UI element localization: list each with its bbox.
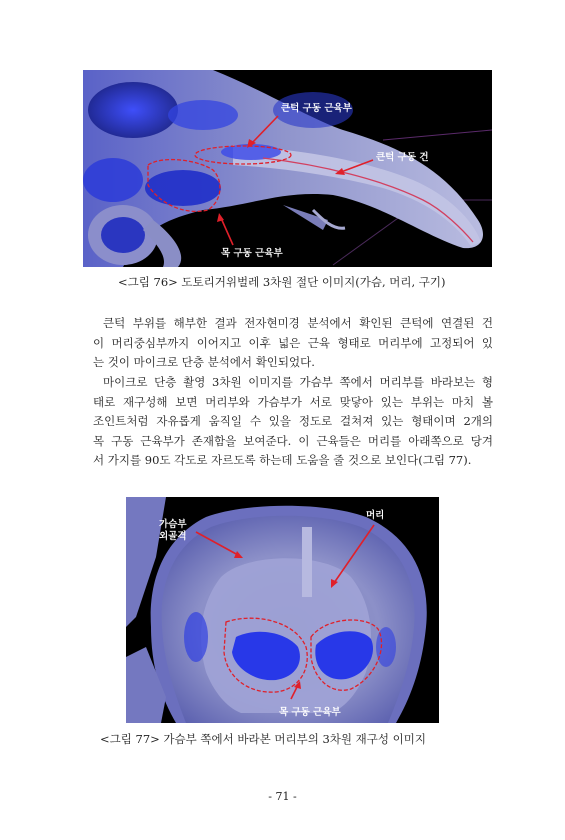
label-head: 머리 <box>366 510 385 521</box>
paragraph-2-line: 서 가지를 90도 각도로 자르도록 하는데 도움을 줄 것으로 보인다(그림 77). <box>93 453 472 468</box>
paragraph-2-line: 목 구동 근육부가 존재함을 보여준다. 이 근육들은 머리를 아래쪽으로 당겨 <box>93 433 493 448</box>
paragraph-1-line: 이 머리중심부까지 이어지고 이후 넓은 근육 형태로 머리부에 고정되어 있 <box>93 335 493 350</box>
paragraph-1 <box>93 314 493 373</box>
figure-77-image <box>126 497 439 723</box>
label-thorax-line2: 외골격 <box>159 531 187 542</box>
label-thorax-exoskeleton <box>159 519 187 543</box>
figure-76-caption: <그림 76> 도토리거위벌레 3차원 절단 이미지(가슴, 머리, 구기) <box>118 275 446 289</box>
paragraph-2 <box>93 373 493 471</box>
figure-76-render <box>83 70 492 267</box>
page-number: - 71 - <box>268 790 297 803</box>
label-mandible-tendon: 큰턱 구동 건 <box>376 152 429 163</box>
figure-77-caption: <그림 77> 가슴부 쪽에서 바라본 머리부의 3차원 재구성 이미지 <box>100 732 426 746</box>
figure-76-image <box>83 70 492 267</box>
paragraph-2-line: 마이크로 단층 촬영 3차원 이미지를 가슴부 쪽에서 머리부를 바라보는 형 <box>103 375 493 389</box>
label-thorax-line1: 가슴부 <box>159 519 187 530</box>
paragraph-1-line: 큰턱 부위를 해부한 결과 전자현미경 분석에서 확인된 큰턱에 연결된 건 <box>103 316 493 330</box>
paragraph-2-line: 조인트처럼 자유롭게 움직일 수 있을 정도로 걸쳐져 있는 형태이며 2개의 <box>93 414 493 429</box>
label-mandible-muscle: 큰턱 구동 근육부 <box>281 103 352 114</box>
label-neck-muscle: 목 구동 근육부 <box>221 248 283 259</box>
paragraph-2-line: 태로 재구성해 보면 머리부와 가슴부가 서로 맞닿아 있는 부위는 마치 볼 <box>93 394 493 409</box>
label-neck-muscle-77: 목 구동 근육부 <box>279 707 341 718</box>
paragraph-1-line: 는 것이 마이크로 단층 분석에서 확인되었다. <box>93 355 315 370</box>
